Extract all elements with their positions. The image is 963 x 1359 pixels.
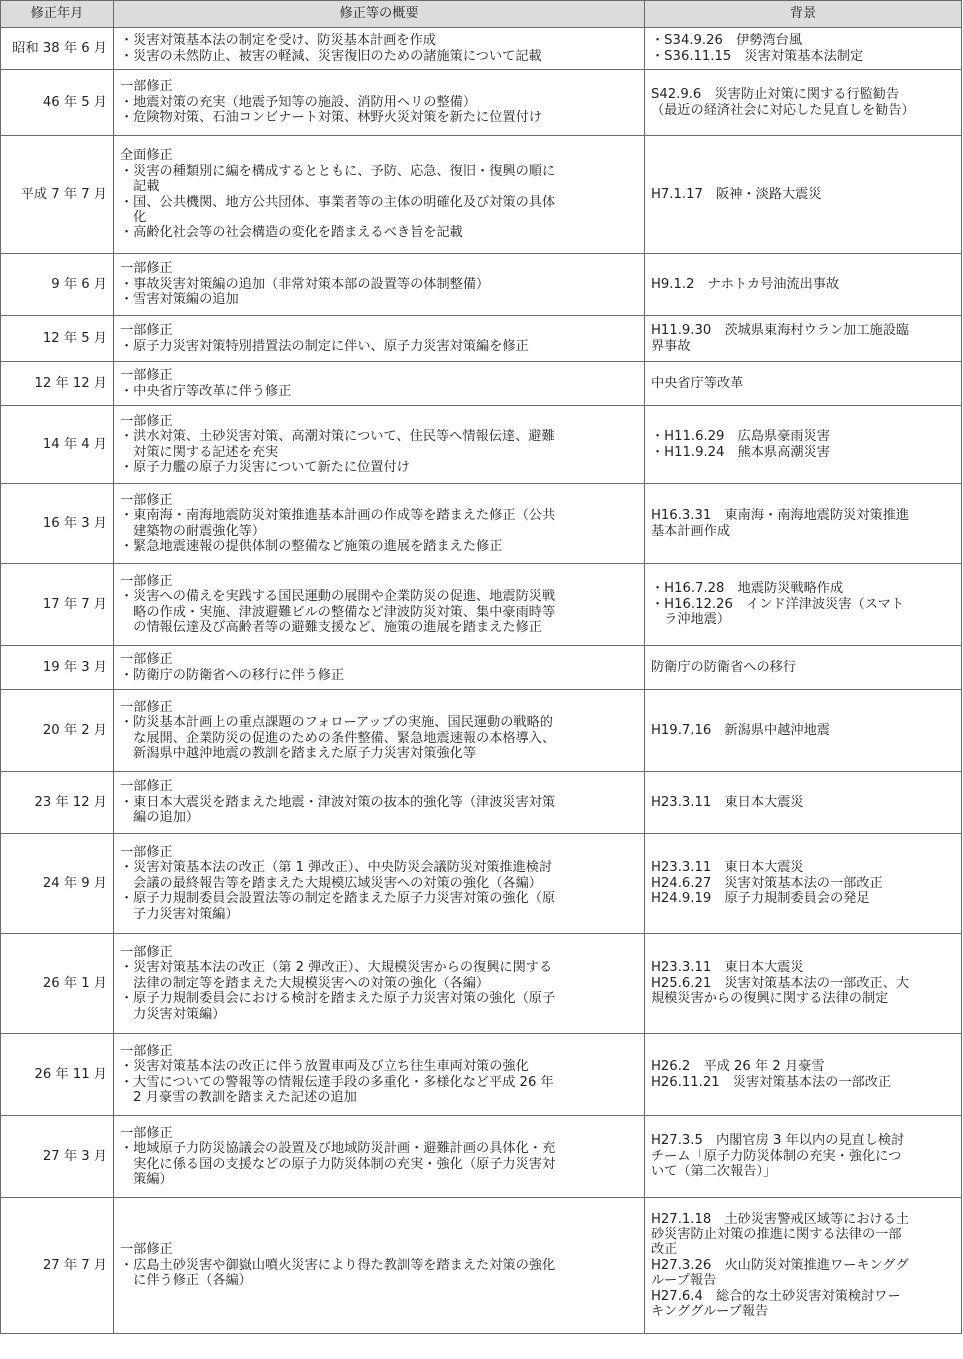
background-line: H27.3.26 火山防災対策推進ワーキンググ [651,1257,909,1273]
background-line: H27.3.5 内閣官房 3 年以内の見直し検討 [651,1133,905,1149]
summary-line: ・中央省庁等改革に伴う修正 [120,383,292,399]
summary-line: ・広島土砂災害や御嶽山噴火災害により得た教訓等を踏まえた対策の強化 [120,1257,556,1273]
revision-summary [114,834,645,934]
summary-line: 一部修正 [120,261,173,277]
background-line: H9.1.2 ナホトカ号油流出事故 [651,276,840,292]
summary-line: ・国、公共機関、地方公共団体、事業者等の主体の明確化及び対策の具体 [120,194,556,210]
summary-line: 一部修正 [120,1043,173,1059]
revision-background [645,254,962,316]
background-line: 中央省庁等改革 [651,375,744,391]
summary-line: ・緊急地震速報の提供体制の整備など施策の進展を踏まえた修正 [120,538,503,554]
revision-background [645,136,962,254]
summary-line: ・災害対策基本法の改正に伴う放置車両及び立ち往生車両対策の強化 [120,1059,529,1075]
summary-line: ・災害の未然防止、被害の軽減、災害復旧のための諸施策について記載 [120,48,542,64]
revision-background [645,934,962,1034]
revision-summary [114,484,645,564]
header-background: 背景 [645,1,962,28]
revision-background [645,28,962,70]
revision-background [645,484,962,564]
summary-line: 一部修正 [120,492,173,508]
background-line: ループ報告 [651,1273,717,1289]
background-line: H26.11.21 災害対策基本法の一部改正 [651,1074,892,1090]
background-line: いて（第二次報告）」 [651,1164,777,1180]
summary-line: ・災害対策基本法の改正（第 2 弾改正）、大規模災害からの復興に関する [120,960,553,976]
background-line: H23.3.11 東日本大震災 [651,960,804,976]
table-row [1,316,962,362]
revision-summary [114,316,645,362]
background-line: 改正 [651,1242,678,1258]
revision-summary [114,70,645,136]
revision-date: 16 年 3 月 [1,484,114,564]
background-line: H16.3.31 東南海・南海地震防災対策推進 [651,508,910,524]
summary-line: ・危険物対策、石油コンビナート対策、林野火災対策を新たに位置付け [120,110,542,126]
background-line: ・H16.7.28 地震防災戦略作成 [651,581,844,597]
summary-line: ・原子力規制委員会設置法等の制定を踏まえた原子力災害対策の強化（原 [120,891,556,907]
summary-line: 全面修正 [120,148,173,164]
revision-summary [114,1034,645,1116]
summary-line: ・地震対策の充実（地震予知等の施設、消防用ヘリの整備） [120,94,477,110]
revision-summary [114,362,645,406]
table-row [1,362,962,406]
table-row [1,834,962,934]
background-line: H11.9.30 茨城県東海村ウラン加工施設臨 [651,323,910,339]
summary-line: な展開、企業防災の促進のための条件整備、緊急地震速報の本格導入、 [120,730,556,746]
table-row [1,70,962,136]
summary-line: 一部修正 [120,699,173,715]
revision-background [645,834,962,934]
summary-line: ・災害対策基本法の改正（第 1 弾改正）、中央防災会議防災対策推進検討 [120,860,553,876]
background-line: H23.3.11 東日本大震災 [651,794,804,810]
summary-line: 一部修正 [120,1125,173,1141]
revision-date: 19 年 3 月 [1,646,114,690]
summary-line: 建築物の耐震強化等） [120,523,266,539]
summary-line: 一部修正 [120,368,173,384]
summary-line: ・災害への備えを実践する国民運動の展開や企業防災の促進、地震防災戦 [120,589,556,605]
summary-line: 会議の最終報告等を踏まえた大規模広域災害への対策の強化（各編） [120,875,542,891]
summary-line: 一部修正 [120,79,173,95]
table-row [1,646,962,690]
background-line: 防衛庁の防衛省への移行 [651,659,797,675]
background-line: H19.7.16 新潟県中越沖地震 [651,722,830,738]
summary-line: 一部修正 [120,944,173,960]
summary-line: 一部修正 [120,413,173,429]
summary-line: の情報伝達及び高齢者等の避難支援など、施策の進展を踏まえた修正 [120,619,542,635]
revision-date: 12 年 12 月 [1,362,114,406]
summary-line: 策編） [120,1171,173,1187]
background-line: H26.2 平成 26 年 2 月豪雪 [651,1059,825,1075]
summary-line: ・防災基本計画上の重点課題のフォローアップの実施、国民運動の戦略的 [120,715,553,731]
revision-background [645,690,962,772]
background-line: 砂災害防止対策の推進に関する法律の一部 [651,1226,902,1242]
summary-line: 法律の制定等を踏まえた大規模災害への対策の強化（各編） [120,975,490,991]
revision-date: 23 年 12 月 [1,772,114,834]
background-line: （最近の経済社会に対応した見直しを勧告） [651,102,915,118]
summary-line: ・地域原子力防災協議会の設置及び地域防災計画・避難計画の具体化・充 [120,1141,556,1157]
summary-line: 新潟県中越沖地震の教訓を踏まえた原子力災害対策強化等 [120,745,477,761]
revision-date: 27 年 3 月 [1,1116,114,1198]
header-summary: 修正等の概要 [114,1,645,28]
summary-line: 一部修正 [120,573,173,589]
revision-summary [114,28,645,70]
summary-line: 一部修正 [120,1242,173,1258]
revision-summary [114,564,645,646]
summary-line: ・洪水対策、土砂災害対策、高潮対策について、住民等へ情報伝達、避難 [120,429,555,445]
background-line: ラ沖地震） [651,612,731,628]
summary-line: 一部修正 [120,652,173,668]
background-line: 界事故 [651,338,691,354]
background-line: H24.6.27 災害対策基本法の一部改正 [651,875,883,891]
summary-line: ・事故災害対策編の追加（非常対策本部の設置等の体制整備） [120,276,490,292]
revision-summary [114,136,645,254]
revision-background [645,772,962,834]
summary-line: 略の作成・実施、津波避難ビルの整備など津波防災対策、集中豪雨時等 [120,604,556,620]
table-row [1,772,962,834]
summary-line: に伴う修正（各編） [120,1273,252,1289]
revision-date: 24 年 9 月 [1,834,114,934]
background-line: H24.9.19 原子力規制委員会の発足 [651,891,870,907]
revision-summary [114,646,645,690]
revision-background [645,564,962,646]
summary-line: ・東南海・南海地震防災対策推進基本計画の作成等を踏まえた修正（公共 [120,508,556,524]
revision-date: 9 年 6 月 [1,254,114,316]
background-line: H7.1.17 阪神・淡路大震災 [651,186,822,202]
background-line: H27.6.4 総合的な土砂災害対策検討ワー [651,1288,901,1304]
summary-line: ・高齢化社会等の社会構造の変化を踏まえるべき旨を記載 [120,225,463,241]
table-row [1,690,962,772]
background-line: ・S36.11.15 災害対策基本法制定 [651,48,864,64]
background-line: 基本計画作成 [651,523,731,539]
summary-line: 編の追加） [120,810,200,826]
revision-date: 46 年 5 月 [1,70,114,136]
summary-line: 一部修正 [120,323,173,339]
revision-date: 26 年 1 月 [1,934,114,1034]
background-line: H25.6.21 災害対策基本法の一部改正、大 [651,975,910,991]
summary-line: 実化に係る国の支援などの原子力防災体制の充実・強化（原子力災害対 [120,1156,556,1172]
revision-date: 平成 7 年 7 月 [1,136,114,254]
revision-date: 17 年 7 月 [1,564,114,646]
revision-summary [114,406,645,484]
revision-summary [114,772,645,834]
revision-summary [114,934,645,1034]
revision-summary [114,254,645,316]
revision-background [645,406,962,484]
table-body [1,28,962,1334]
table-row [1,28,962,70]
revision-background [645,362,962,406]
revision-background [645,1034,962,1116]
summary-line: 子力災害対策編） [120,906,239,922]
background-line: ・H11.9.24 熊本県高潮災害 [651,444,830,460]
table-row [1,484,962,564]
revision-date: 14 年 4 月 [1,406,114,484]
summary-line: 2 月豪雪の教訓を踏まえた記述の追加 [120,1089,357,1105]
summary-line: ・東日本大震災を踏まえた地震・津波対策の抜本的強化等（津波災害対策 [120,794,556,810]
revision-background [645,646,962,690]
summary-line: 記載 [120,179,160,195]
summary-line: 一部修正 [120,779,173,795]
summary-line: ・災害対策基本法の制定を受け、防災基本計画を作成 [120,33,436,49]
revision-date: 26 年 11 月 [1,1034,114,1116]
revision-date: 20 年 2 月 [1,690,114,772]
background-line: H23.3.11 東日本大震災 [651,860,804,876]
summary-line: ・原子力災害対策特別措置法の制定に伴い、原子力災害対策編を修正 [120,338,529,354]
summary-line: ・大雪についての警報等の情報伝達手段の多重化・多様化など平成 26 年 [120,1074,554,1090]
revision-background [645,1198,962,1334]
background-line: ・H16.12.26 インド洋津波災害（スマト [651,596,905,612]
table-row [1,1116,962,1198]
header-row [1,1,962,28]
table-row [1,934,962,1034]
summary-line: ・防衛庁の防衛省への移行に伴う修正 [120,667,345,683]
table-row [1,564,962,646]
summary-line: ・災害の種類別に編を構成するとともに、予防、応急、復旧・復興の順に [120,163,556,179]
revision-summary [114,690,645,772]
revision-date: 27 年 7 月 [1,1198,114,1334]
revision-background [645,1116,962,1198]
background-line: チーム「原子力防災体制の充実・強化につ [651,1148,902,1164]
summary-line: 化 [120,209,147,225]
summary-line: ・原子力艦の原子力災害について新たに位置付け [120,459,410,475]
table-row [1,1034,962,1116]
table-row [1,254,962,316]
revision-summary [114,1198,645,1334]
table-row [1,136,962,254]
revision-date: 昭和 38 年 6 月 [1,28,114,70]
background-line: キンググループ報告 [651,1304,769,1320]
table-row [1,406,962,484]
background-line: S42.9.6 災害防止対策に関する行監勧告 [651,87,900,103]
summary-line: ・原子力規制委員会における検討を踏まえた原子力災害対策の強化（原子 [120,991,556,1007]
revision-date: 12 年 5 月 [1,316,114,362]
summary-line: ・雪害対策編の追加 [120,292,239,308]
revision-background [645,316,962,362]
header-date: 修正年月 [1,1,114,28]
background-line: ・H11.6.29 広島県豪雨災害 [651,429,830,445]
background-line: ・S34.9.26 伊勢湾台風 [651,33,803,49]
revision-background [645,70,962,136]
summary-line: 一部修正 [120,844,173,860]
background-line: 規模災害からの復興に関する法律の制定 [651,991,889,1007]
summary-line: 対策に関する記述を充実 [120,444,279,460]
background-line: H27.1.18 土砂災害警戒区域等における土 [651,1211,910,1227]
table-row [1,1198,962,1334]
revision-summary [114,1116,645,1198]
summary-line: 力災害対策編） [120,1006,226,1022]
